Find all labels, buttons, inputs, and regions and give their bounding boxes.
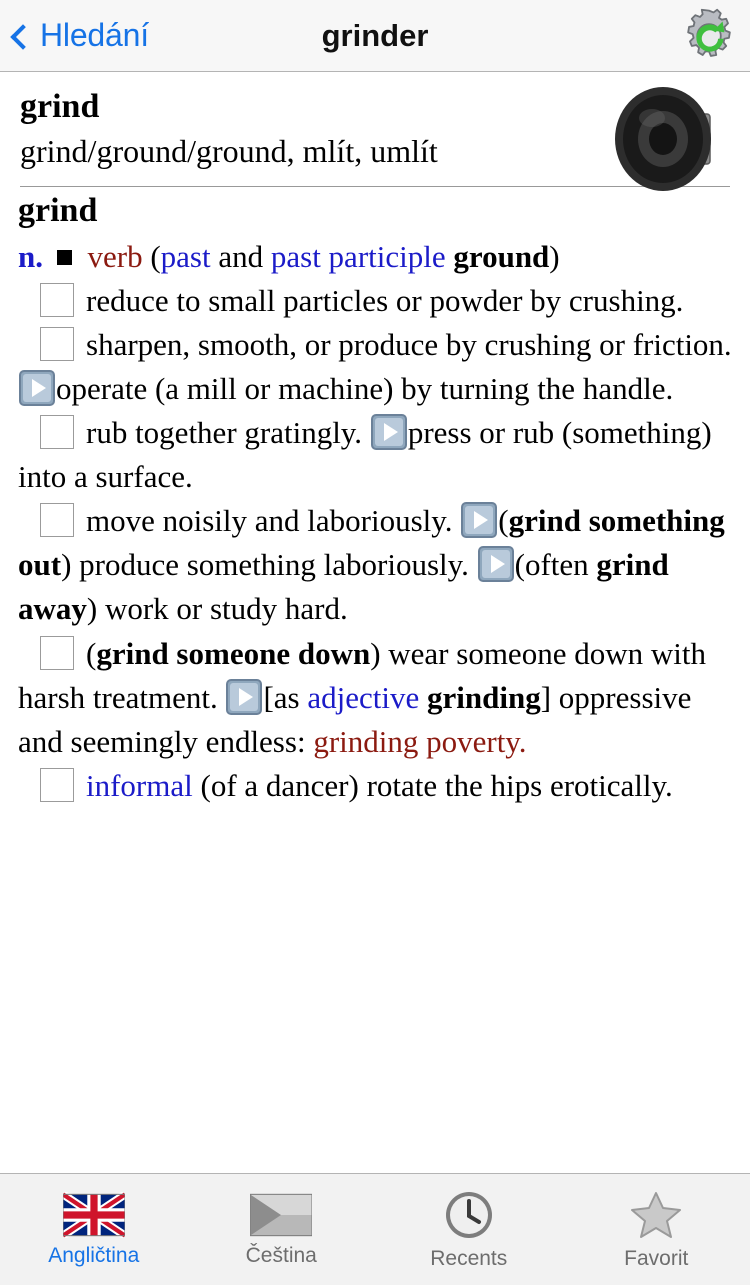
tab-label-recents: Recents (430, 1246, 508, 1270)
headword-forms: grind/ground/ground, mlít, umlít (20, 132, 438, 169)
sense-text: ) wear someone down with harsh treatment. (18, 635, 706, 715)
play-icon[interactable] (478, 546, 514, 582)
play-icon[interactable] (371, 414, 407, 450)
sense-checkbox[interactable] (40, 327, 74, 361)
sense-text: ) produce something laboriously. (61, 547, 477, 583)
sense-text: ] oppressive and seemingly endless: (18, 679, 692, 759)
sense-bold-text: grind away (18, 547, 669, 627)
sense-text: ( (498, 503, 509, 539)
sense-text: (of a dancer) rotate the hips erotically. (192, 767, 673, 803)
tab-favorit[interactable] (563, 1174, 750, 1285)
tab-anglictina[interactable] (0, 1174, 188, 1285)
sense-text: press or rub (something) into a surface. (18, 415, 712, 495)
inflection-open: ( (150, 239, 161, 275)
sense-label-text: adjective (307, 679, 420, 715)
dictionary-entry (0, 187, 750, 1173)
sense-item (18, 279, 732, 323)
inflection-and: and (210, 239, 271, 275)
sense-text: ( (86, 635, 97, 671)
headword-block (0, 72, 750, 187)
back-button[interactable] (0, 17, 149, 54)
tab-label-anglictina: Angličtina (48, 1243, 140, 1267)
headword: grind (20, 88, 100, 125)
pos-abbrev: n. (18, 239, 43, 275)
audio-play-button[interactable] (608, 84, 728, 194)
page-title: grinder (321, 17, 429, 53)
sense-list (18, 279, 732, 807)
play-icon[interactable] (461, 502, 497, 538)
back-button-label: Hledání (40, 17, 149, 53)
inflection-past: past (160, 239, 211, 275)
tab-label-favorit: Favorit (624, 1246, 689, 1270)
sense-item (18, 323, 732, 411)
tab-recents[interactable] (375, 1174, 563, 1285)
uk-flag-icon (63, 1192, 125, 1238)
sense-label-text: informal (86, 767, 193, 803)
sense-text: [as (263, 679, 308, 715)
speaker-icon (608, 84, 728, 194)
sense-item (18, 632, 732, 764)
sense-item (18, 411, 732, 499)
settings-button[interactable] (680, 7, 750, 65)
tab-label-cestina: Čeština (245, 1243, 317, 1267)
gear-refresh-icon (680, 7, 738, 65)
sense-example-text: grinding poverty. (313, 723, 527, 759)
czech-flag-icon (250, 1192, 312, 1238)
play-icon[interactable] (226, 679, 262, 715)
sense-checkbox[interactable] (40, 636, 74, 670)
sense-checkbox[interactable] (40, 503, 74, 537)
inflection-form: ground (453, 239, 550, 275)
star-icon (630, 1189, 682, 1241)
part-of-speech-line (18, 235, 732, 279)
sense-text (419, 680, 427, 715)
tab-bar (0, 1173, 750, 1285)
play-icon[interactable] (19, 370, 55, 406)
pos-label: verb (87, 239, 143, 275)
sense-bold-text: grind something out (18, 503, 725, 583)
square-bullet-icon (57, 250, 72, 265)
sense-item (18, 499, 732, 631)
tab-cestina[interactable] (188, 1174, 376, 1285)
inflection-close: ) (549, 239, 560, 275)
sense-checkbox[interactable] (40, 283, 74, 317)
sense-text: rub together gratingly. (86, 415, 370, 451)
chevron-left-icon (10, 24, 35, 49)
sense-checkbox[interactable] (40, 415, 74, 449)
sense-bold-text: grind someone down (96, 635, 371, 671)
navigation-bar (0, 0, 750, 72)
sense-checkbox[interactable] (40, 768, 74, 802)
sense-text: operate (a mill or machine) by turning the handle. (56, 371, 674, 407)
inflection-past-participle: past participle (270, 239, 446, 275)
sense-text: ) work or study hard. (86, 591, 348, 627)
sense-text: sharpen, smooth, or produce by crushing or friction. (86, 327, 732, 363)
sense-text: (often (514, 547, 597, 583)
sense-bold-text: grinding (427, 679, 541, 715)
sense-item (18, 764, 732, 808)
entry-headword: grind (18, 192, 98, 230)
clock-icon (443, 1189, 495, 1241)
sense-text: reduce to small particles or powder by crushing. (86, 283, 684, 319)
sense-text: move noisily and laboriously. (86, 503, 461, 539)
